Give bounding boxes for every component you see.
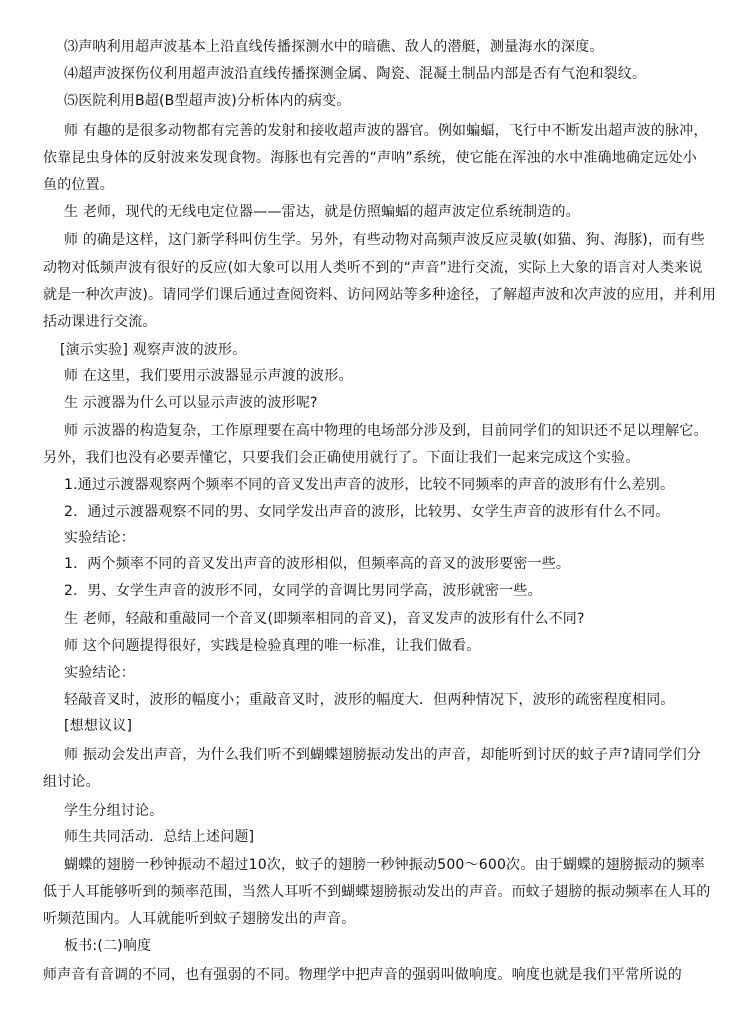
text-line: 师 振动会发出声音，为什么我们听不到蝴蝶翅膀振动发出的声音，却能听到讨厌的蚊子声?请同学们分 — [64, 747, 702, 763]
text-line: 板书:(二)响度 — [64, 938, 152, 954]
text-line: 组讨论。 — [43, 774, 100, 790]
text-line: 师 的确是这样，这门新学科叫仿生学。另外，有些动物对高频声波反应灵敏(如猫、狗、海豚)，而有些 — [64, 232, 705, 248]
text-line: 实验结论： — [64, 665, 135, 681]
text-line: 师 有趣的是很多动物都有完善的发射和接收超声波的器官。例如蝙蝠，飞行中不断发出超声波的脉冲， — [64, 123, 708, 139]
text-line: 生 示渡器为什么可以显示声波的波形呢? — [64, 395, 318, 411]
text-line: 2．通过示渡器观察不同的男、女同学发出声音的波形，比较男、女学生声音的波形有什么不同。 — [64, 504, 670, 520]
text-line: 实验结论： — [64, 530, 135, 546]
text-line: 轻敲音叉时，波形的幅度小；重敲音叉时，波形的幅度大．但两种情况下，波形的疏密程度相同。 — [64, 692, 675, 708]
text-line: 2．男、女学生声音的波形不同，女同学的音调比男同学高，波形就密一些。 — [64, 583, 542, 599]
text-line: 生 老师，轻敲和重敲同一个音叉(即频率相同的音叉)，音叉发声的波形有什么不同? — [64, 611, 585, 627]
text-line: 鱼的位置。 — [43, 177, 114, 193]
text-line: 蝴蝶的翅膀一秒钟振动不超过10次，蚊子的翅膀一秒钟振动500～600次。由于蝴蝶的翅膀振动的频率 — [64, 857, 705, 873]
text-line: ⑷超声波探伤仪利用超声波沿直线传播探测金属、陶瓷、混凝土制品内部是否有气泡和裂纹。 — [64, 66, 647, 82]
text-line: 1.通过示渡器观察两个频率不同的音叉发出声音的波形，比较不同频率的声音的波形有什么差别。 — [64, 477, 675, 493]
text-line: ⑶声呐利用超声波基本上沿直线传播探测水中的暗礁、敌人的潜艇，测量海水的深度。 — [64, 39, 604, 55]
text-line: [想想议议] — [64, 718, 133, 734]
text-line: 低于人耳能够听到的频率范围，当然人耳听不到蝴蝶翅膀振动发出的声音。而蚊子翅膀的振动频率在人耳的 — [43, 884, 711, 900]
text-line: 师声音有音调的不同，也有强弱的不同。物理学中把声音的强弱叫做响度。响度也就是我们平常所说的 — [43, 967, 682, 983]
text-line: [演示实验] 观察声波的波形。 — [60, 342, 247, 358]
text-line: 1．两个频率不同的音叉发出声音的波形相似，但频率高的音叉的波形要密一些。 — [64, 556, 571, 572]
text-line: 师 示波器的构造复杂，工作原理要在高中物理的电场部分涉及到，目前同学们的知识还不足以理解它。 — [64, 423, 708, 439]
text-line: 师 这个问题提得很好，实践是检验真理的唯一标准，让我们做看。 — [64, 638, 481, 654]
text-line: 师 在这里，我们要用示波器显示声渡的波形。 — [64, 368, 353, 384]
text-line: 动物对低频声波有很好的反应(如大象可以用人类听不到的“声音”进行交流，实际上大象的语言对人类来说 — [43, 260, 703, 276]
text-line: 另外，我们也没有必要弄懂它，只要我们会正确使用就行了。下面让我们一起来完成这个实验。 — [43, 450, 640, 466]
text-line: 师生共同活动．总结上述问题] — [64, 829, 255, 845]
text-line: 生 老师，现代的无线电定位器——雷达，就是仿照蝙蝠的超声波定位系统制造的。 — [64, 204, 580, 220]
text-line: 就是一种次声波)。请同学们课后通过查阅资料、访问网站等多种途径，了解超声波和次声波的应用，并利用 — [43, 287, 717, 303]
text-line: ⑸医院利用B超(B型超声波)分析体内的病变。 — [64, 93, 351, 109]
text-line: 依靠昆虫身体的反射波来发现食物。海豚也有完善的“声呐”系统，使它能在浑浊的水中准确地确定远处小 — [43, 150, 697, 166]
text-line: 听频范围内。人耳就能听到蚊子翅膀发出的声音。 — [43, 911, 356, 927]
text-line: 学生分组讨论。 — [64, 803, 164, 819]
text-line: 括动课进行交流。 — [43, 314, 157, 330]
